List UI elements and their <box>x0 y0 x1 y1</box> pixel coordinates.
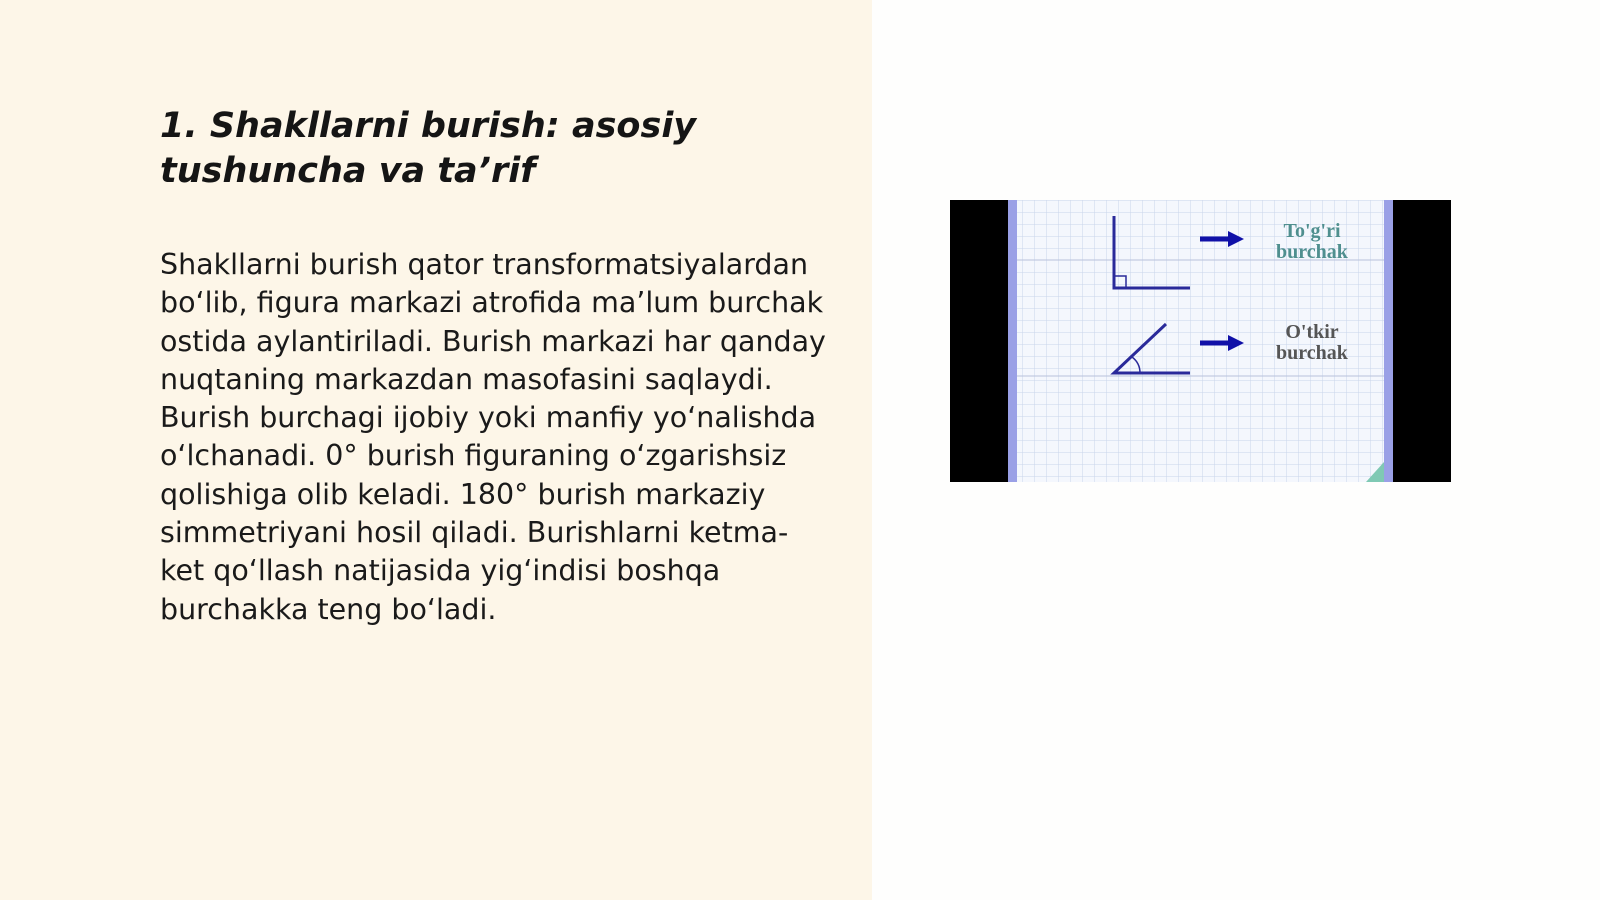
right-frame-border <box>1384 200 1393 482</box>
right-angle-label-line1: To'g'ri <box>1283 220 1341 242</box>
angle-types-figure <box>950 200 1451 482</box>
right-angle-label-line2: burchak <box>1276 241 1348 263</box>
acute-angle-label-line2: burchak <box>1276 342 1348 364</box>
angle-types-illustration <box>950 200 1451 482</box>
acute-angle-label-line1: O'tkir <box>1285 321 1339 343</box>
left-frame-border <box>1008 200 1017 482</box>
slide-title: 1. Shakllarni burish: asosiy tushuncha va ta’rif <box>160 106 697 191</box>
slide-body-text: Shakllarni burish qator transformatsiyalardan bo‘lib, figura markazi atrofida ma’lum burchak ostida aylantiriladi. Burish markazi har qanday nuqtaning markazdan masofasini saqlaydi. Burish burchagi ijobiy yoki manfiy yo‘nalishda o‘lchanadi. 0° burish figuraning o‘zgarishsiz qolishiga olib keladi. 180° burish markaziy simmetriyani hosil qiladi. Burishlarni ketma-ket qo‘llash natijasida yig‘indisi boshqa burchakka teng bo‘ladi. <box>160 248 826 626</box>
